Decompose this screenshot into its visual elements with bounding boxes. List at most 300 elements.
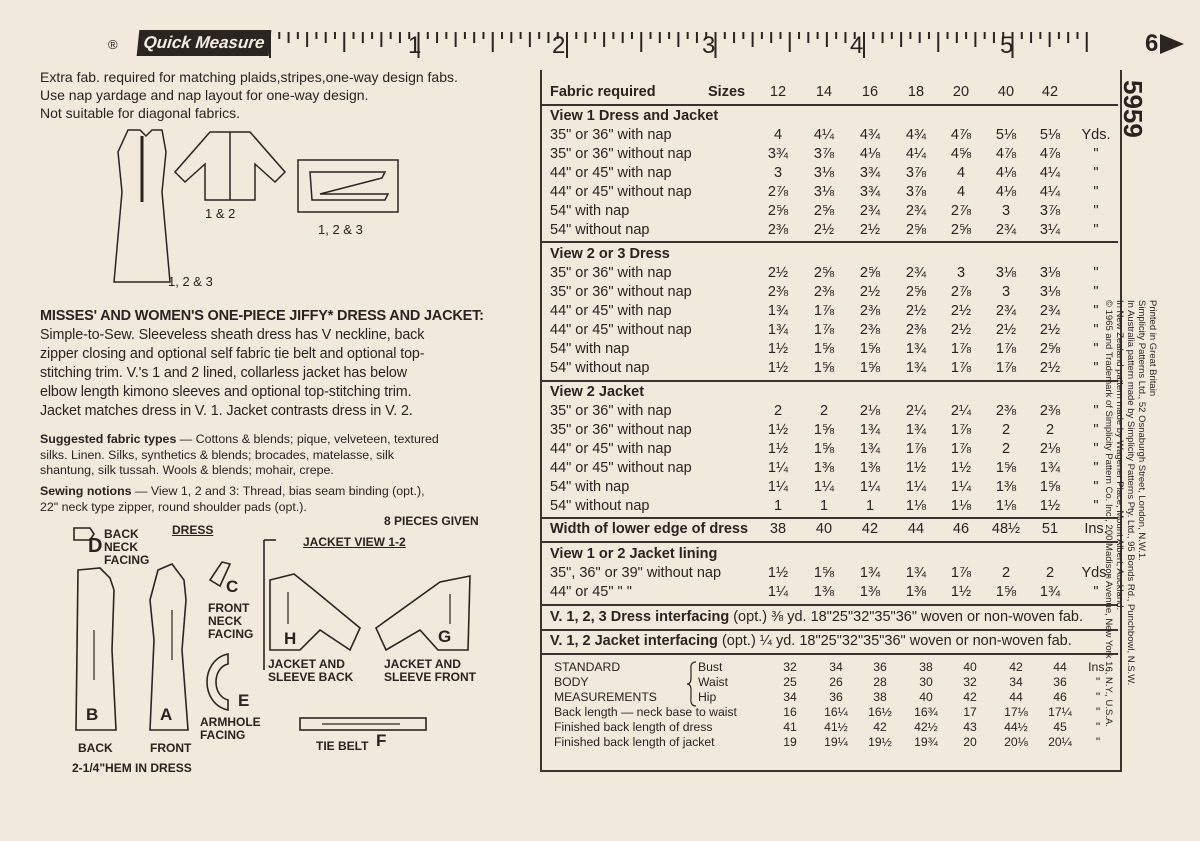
- cell-value: 1: [773, 498, 783, 514]
- cell-value: 1⅝: [813, 565, 835, 581]
- cell-value: 1¾: [1039, 460, 1061, 476]
- cell-value: 3⅛: [1039, 284, 1061, 300]
- cell-value: 4¼: [905, 146, 927, 162]
- cell-value: 2: [1001, 422, 1011, 438]
- cell-value: 1⅜: [905, 584, 927, 600]
- measurement-value: 30: [919, 675, 933, 689]
- unit-label: ": [1093, 441, 1099, 457]
- view-illustrations: [100, 122, 420, 302]
- cell-value: 2¼: [950, 403, 972, 419]
- cell-value: 4⅛: [995, 165, 1017, 181]
- cell-value: 1¾: [905, 341, 927, 357]
- cell-value: 2¾: [859, 203, 881, 219]
- measurement-label: Hip: [698, 690, 717, 704]
- unit-label: ": [1093, 479, 1099, 495]
- label-back-neck-facing: BACK NECK FACING: [104, 527, 150, 567]
- cell-value: 3: [956, 265, 966, 281]
- cell-value: 2⅞: [767, 184, 789, 200]
- cell-value: 1: [865, 498, 875, 514]
- unit-label: ": [1093, 422, 1099, 438]
- cell-value: 1½: [950, 584, 972, 600]
- cell-value: 2: [819, 403, 829, 419]
- measurement-value: 36: [829, 690, 843, 704]
- cell-value: 3⅞: [905, 165, 927, 181]
- measurement-value: 17⅛: [1004, 705, 1028, 719]
- cell-value: 1¾: [859, 441, 881, 457]
- cell-value: 2⅞: [950, 203, 972, 219]
- pattern-description: [40, 326, 510, 421]
- unit-label: Yds.: [1081, 565, 1111, 581]
- measurement-value: 43: [963, 720, 977, 734]
- measurement-label: Back length — neck base to waist: [554, 705, 737, 719]
- inch-6: 6: [1145, 30, 1159, 57]
- cell-value: 2⅝: [950, 222, 972, 238]
- cell-value: 3⅛: [813, 165, 835, 181]
- cell-value: 1¼: [859, 479, 881, 495]
- cell-value: 1¾: [859, 565, 881, 581]
- group-label-line: BODY: [554, 675, 589, 689]
- cell-value: 2⅛: [859, 403, 881, 419]
- description-line: Jacket matches dress in V. 1. Jacket contrasts dress in V. 2.: [40, 403, 413, 419]
- cell-value: 2½: [995, 322, 1017, 338]
- cell-value: 1¾: [905, 360, 927, 376]
- fabric-types: [40, 432, 510, 479]
- cell-value: 1¾: [767, 303, 789, 319]
- cell-value: 48½: [991, 521, 1021, 537]
- fabric-types-label: Suggested fabric types: [40, 432, 177, 446]
- fabric-required-label: Fabric required: [550, 84, 656, 100]
- piece-c-letter: C: [226, 577, 239, 596]
- row-label: 54" with nap: [550, 341, 630, 357]
- cell-value: 3⅛: [813, 184, 835, 200]
- cell-value: 2⅜: [767, 284, 789, 300]
- cell-value: 2⅝: [859, 265, 881, 281]
- unit-label: ": [1093, 460, 1099, 476]
- pattern-number: 5959: [1118, 80, 1148, 138]
- piece-g-shape: [376, 576, 470, 650]
- cell-value: 1¼: [767, 460, 789, 476]
- row-label: 44" or 45" without nap: [550, 460, 692, 476]
- cell-value: 1⅝: [813, 441, 835, 457]
- unit-label: ": [1093, 265, 1099, 281]
- measurement-value: 34: [783, 690, 797, 704]
- intro-line: Not suitable for diagonal fabrics.: [40, 105, 240, 121]
- cell-value: 2⅜: [859, 322, 881, 338]
- section-title: View 1 Dress and Jacket: [550, 108, 719, 124]
- unit-label: ": [1093, 360, 1099, 376]
- measurement-value: 36: [873, 660, 887, 674]
- unit-label: ": [1095, 735, 1101, 749]
- cell-value: 1⅞: [995, 360, 1017, 376]
- cell-value: 3: [1001, 284, 1011, 300]
- cell-value: 2: [1045, 565, 1055, 581]
- cell-value: 1⅛: [950, 498, 972, 514]
- cell-value: 2¼: [905, 403, 927, 419]
- piece-f-letter: F: [376, 731, 387, 750]
- cell-value: 3⅞: [1039, 203, 1061, 219]
- label-jacket-sleeve-front: JACKET AND SLEEVE FRONT: [384, 657, 477, 684]
- cell-value: 2⅝: [1039, 341, 1061, 357]
- sizes-label: Sizes: [708, 84, 746, 100]
- fabric-types-line: — Cottons & blends; pique, velveteen, textured: [176, 432, 439, 446]
- row-label: 35" or 36" without nap: [550, 422, 692, 438]
- measurement-value: 20¼: [1048, 735, 1072, 749]
- notions-line: — View 1, 2 and 3: Thread, bias seam binding (opt.),: [131, 484, 425, 498]
- cell-value: 1¾: [859, 422, 881, 438]
- dress-heading: DRESS: [172, 523, 214, 537]
- unit-label: ": [1095, 690, 1101, 704]
- label-front: FRONT: [150, 741, 192, 755]
- measurement-value: 19¼: [824, 735, 848, 749]
- row-label: 35" or 36" with nap: [550, 265, 672, 281]
- quick-measure-ruler: [0, 0, 1200, 62]
- description-line: stitching trim. V.'s 1 and 2 lined, collarless jacket has below: [40, 365, 408, 381]
- cell-value: 3⅛: [995, 265, 1017, 281]
- table-divider: [540, 241, 1118, 243]
- size-header: 12: [769, 84, 787, 100]
- cell-value: 1¾: [905, 565, 927, 581]
- cell-value: 4¼: [813, 127, 835, 143]
- cell-value: 1¼: [767, 479, 789, 495]
- row-label: 54" without nap: [550, 360, 650, 376]
- row-label: Width of lower edge of dress: [550, 521, 749, 537]
- size-header: 14: [815, 84, 833, 100]
- cell-value: 4: [956, 184, 966, 200]
- inch-1: 1: [408, 32, 422, 59]
- label-jacket-sleeve-back: JACKET AND SLEEVE BACK: [268, 657, 354, 684]
- measurement-value: 41: [783, 720, 797, 734]
- unit-label: ": [1093, 203, 1099, 219]
- cell-value: 4: [773, 127, 783, 143]
- measurements-group-label: [554, 660, 657, 705]
- size-header: 20: [952, 84, 970, 100]
- interfacing-row: [550, 633, 1072, 651]
- cell-value: 2⅞: [950, 284, 972, 300]
- size-header: 18: [907, 84, 925, 100]
- unit-label: ": [1093, 146, 1099, 162]
- size-header: 40: [997, 84, 1015, 100]
- unit-label: ": [1093, 584, 1099, 600]
- measurement-value: 19¾: [914, 735, 938, 749]
- cell-value: 2⅜: [813, 284, 835, 300]
- piece-h-letter: H: [284, 629, 297, 648]
- group-label-line: MEASUREMENTS: [554, 690, 657, 704]
- measurement-value: 41½: [824, 720, 848, 734]
- unit-label: ": [1093, 165, 1099, 181]
- cell-value: 2⅝: [813, 203, 835, 219]
- row-label: 35" or 36" without nap: [550, 284, 692, 300]
- cell-value: 1½: [767, 565, 789, 581]
- cell-value: 5⅛: [1039, 127, 1061, 143]
- interfacing-text: (opt.) ¼ yd. 18"25"32"35"36" woven or non-woven fab.: [717, 633, 1072, 649]
- measurement-value: 34: [1009, 675, 1023, 689]
- cell-value: 2: [1045, 422, 1055, 438]
- unit-label: ": [1093, 322, 1099, 338]
- intro-line: Extra fab. required for matching plaids,stripes,one-way design fabs.: [40, 69, 458, 85]
- cell-value: 4⅛: [859, 146, 881, 162]
- cell-value: 2: [773, 403, 783, 419]
- cell-value: 1⅞: [950, 565, 972, 581]
- group-label-line: STANDARD: [554, 660, 621, 674]
- cell-value: 1⅞: [905, 441, 927, 457]
- imprint-line: In New Zealand pattern made by Wagener Place, Mount Albert, Auckland.: [1114, 300, 1125, 611]
- cell-value: 2½: [767, 265, 789, 281]
- cell-value: 2½: [859, 284, 881, 300]
- cell-value: 1¾: [1039, 584, 1061, 600]
- fabric-types-line: silks. Linen. Silks, synthetics & blends; brocades, matelasse, silk: [40, 447, 394, 462]
- measurement-value: 46: [1053, 690, 1067, 704]
- unit-label: ": [1093, 403, 1099, 419]
- unit-label: ": [1093, 341, 1099, 357]
- measurement-value: 40: [919, 690, 933, 704]
- cell-value: 2½: [1039, 360, 1061, 376]
- row-label: 54" with nap: [550, 479, 630, 495]
- cell-value: 1⅞: [813, 303, 835, 319]
- cell-value: 2¾: [1039, 303, 1061, 319]
- cell-value: 3: [773, 165, 783, 181]
- pieces-given: 8 PIECES GIVEN: [384, 514, 479, 528]
- description-line: zipper closing and optional self fabric tie belt and optional top-: [40, 346, 425, 362]
- label-tie-belt: TIE BELT: [316, 739, 369, 753]
- row-label: 35" or 36" without nap: [550, 146, 692, 162]
- unit-label: Ins.: [1088, 660, 1108, 674]
- cell-value: 2⅜: [767, 222, 789, 238]
- measurement-label: Waist: [698, 675, 729, 689]
- size-header: 42: [1041, 84, 1059, 100]
- notions-line: 22" neck type zipper, round shoulder pads (opt.).: [40, 499, 307, 514]
- cell-value: 1⅞: [950, 360, 972, 376]
- section-title: View 1 or 2 Jacket lining: [550, 546, 718, 562]
- row-label: 44" or 45" with nap: [550, 303, 672, 319]
- measurement-value: 38: [919, 660, 933, 674]
- label-front-neck-facing: FRONT NECK FACING: [208, 601, 254, 641]
- cell-value: 2¾: [995, 303, 1017, 319]
- cell-value: 1⅝: [995, 460, 1017, 476]
- row-label: 54" without nap: [550, 222, 650, 238]
- label-armhole-facing: ARMHOLE FACING: [200, 715, 261, 742]
- table-divider: [540, 604, 1118, 606]
- cell-value: 1⅛: [905, 498, 927, 514]
- intro-line: Use nap yardage and nap layout for one-way design.: [40, 87, 369, 103]
- measurement-value: 40: [963, 660, 977, 674]
- cell-value: 2⅝: [905, 222, 927, 238]
- cell-value: 2¾: [905, 265, 927, 281]
- measurement-value: 42½: [914, 720, 938, 734]
- label-1-2-3-dress: 1, 2 & 3: [168, 274, 213, 289]
- cell-value: 3¼: [1039, 222, 1061, 238]
- cell-value: 1⅞: [813, 322, 835, 338]
- measurement-value: 42: [963, 690, 977, 704]
- description-line: Simple-to-Sew. Sleeveless sheath dress has V neckline, back: [40, 327, 425, 343]
- unit-label: ": [1093, 222, 1099, 238]
- cell-value: 4⅝: [950, 146, 972, 162]
- cell-value: 1⅞: [950, 341, 972, 357]
- cell-value: 1: [819, 498, 829, 514]
- cell-value: 2⅝: [813, 265, 835, 281]
- inch-5: 5: [1000, 32, 1014, 59]
- cell-value: 1⅞: [995, 341, 1017, 357]
- piece-g-letter: G: [438, 627, 452, 646]
- row-label: 35" or 36" with nap: [550, 403, 672, 419]
- cell-value: 1⅜: [813, 584, 835, 600]
- inch-4: 4: [850, 32, 864, 59]
- measurement-label: Finished back length of jacket: [554, 735, 715, 749]
- cell-value: 2½: [1039, 322, 1061, 338]
- table-divider: [540, 104, 1118, 106]
- label-1-2: 1 & 2: [205, 206, 236, 221]
- piece-e-letter: E: [238, 691, 250, 710]
- cell-value: 4¼: [1039, 165, 1061, 181]
- label-1-2-3-belt: 1, 2 & 3: [318, 222, 363, 237]
- row-label: 44" or 45" with nap: [550, 441, 672, 457]
- belt-sketch: [310, 172, 388, 200]
- measurement-value: 44: [1053, 660, 1067, 674]
- cell-value: 1½: [767, 422, 789, 438]
- cell-value: 40: [815, 521, 833, 537]
- notions-label: Sewing notions: [40, 484, 132, 498]
- unit-label: ": [1095, 720, 1101, 734]
- cell-value: 3⅛: [1039, 265, 1061, 281]
- table-divider: [540, 629, 1118, 631]
- cell-value: 1⅝: [995, 584, 1017, 600]
- cell-value: 1½: [767, 441, 789, 457]
- cell-value: 2¾: [995, 222, 1017, 238]
- measurement-value: 38: [873, 690, 887, 704]
- cell-value: 1⅜: [859, 460, 881, 476]
- cell-value: 1⅝: [859, 341, 881, 357]
- cell-value: 1⅛: [995, 498, 1017, 514]
- unit-label: ": [1095, 675, 1101, 689]
- cell-value: 1¾: [905, 422, 927, 438]
- cell-value: 4⅞: [950, 127, 972, 143]
- cell-value: 2½: [813, 222, 835, 238]
- interfacing-text: (opt.) ⅜ yd. 18"25"32"35"36" woven or non-woven fab.: [729, 609, 1084, 625]
- measurement-value: 45: [1053, 720, 1067, 734]
- brace-icon: [686, 660, 698, 708]
- measurement-value: 28: [873, 675, 887, 689]
- cell-value: 2⅜: [859, 303, 881, 319]
- sewing-notions: [40, 484, 510, 515]
- cell-value: 1⅜: [995, 479, 1017, 495]
- cell-value: 4⅛: [995, 184, 1017, 200]
- row-label: 35" or 36" with nap: [550, 127, 672, 143]
- row-label: 44" or 45" " ": [550, 584, 632, 600]
- cell-value: 2⅝: [767, 203, 789, 219]
- cell-value: 2⅛: [1039, 441, 1061, 457]
- measurement-value: 16¼: [824, 705, 848, 719]
- cell-value: 51: [1041, 521, 1059, 537]
- unit-label: Yds.: [1081, 127, 1111, 143]
- ruler-arrow-icon: [1160, 30, 1200, 60]
- measurement-value: 36: [1053, 675, 1067, 689]
- measurement-value: 26: [829, 675, 843, 689]
- interfacing-label: V. 1, 2 Jacket interfacing: [550, 633, 718, 649]
- table-divider: [540, 653, 1118, 655]
- cell-value: 2⅜: [1039, 403, 1061, 419]
- cell-value: 3: [1001, 203, 1011, 219]
- row-label: 44" or 45" without nap: [550, 322, 692, 338]
- measurement-value: 17¼: [1048, 705, 1072, 719]
- imprint-line: Simplicity Patterns Ltd., 52 Osnaburgh Street, London, N.W.1.: [1136, 300, 1147, 561]
- cell-value: 4¼: [1039, 184, 1061, 200]
- cell-value: 1⅝: [813, 360, 835, 376]
- unit-label: ": [1093, 498, 1099, 514]
- measurement-value: 32: [783, 660, 797, 674]
- measurement-value: 16½: [868, 705, 892, 719]
- cell-value: 1⅝: [859, 360, 881, 376]
- table-divider: [540, 517, 1118, 519]
- cell-value: 3¾: [859, 165, 881, 181]
- section-title: View 2 or 3 Dress: [550, 246, 670, 262]
- cell-value: 1¼: [905, 479, 927, 495]
- measurement-value: 42: [1009, 660, 1023, 674]
- interfacing-label: V. 1, 2, 3 Dress interfacing: [550, 609, 730, 625]
- size-header: 16: [861, 84, 879, 100]
- cell-value: 3⅞: [813, 146, 835, 162]
- cell-value: 2⅜: [995, 403, 1017, 419]
- piece-b-letter: B: [86, 705, 99, 724]
- cell-value: 1⅝: [813, 422, 835, 438]
- measurement-label: Finished back length of dress: [554, 720, 713, 734]
- cell-value: 3¾: [767, 146, 789, 162]
- cell-value: 2: [1001, 441, 1011, 457]
- imprint-line: Printed in Great Britain: [1147, 300, 1158, 397]
- measurement-label: Bust: [698, 660, 723, 674]
- cell-value: 4: [956, 165, 966, 181]
- measurement-value: 16¾: [914, 705, 938, 719]
- imprint-line: In Australia pattern made by Simplicity Patterns Pty. Ltd., 95 Bonds Rd., Punchbowl, N.S.W.: [1125, 300, 1136, 686]
- measurement-value: 32: [963, 675, 977, 689]
- fabric-types-line: shantung, silk tussah. Wools & blends; mohair, crepe.: [40, 463, 334, 477]
- description-line: elbow length kimono sleeves and optional top-stitching trim.: [40, 384, 412, 400]
- cell-value: 3⅞: [905, 184, 927, 200]
- cell-value: 1¾: [767, 322, 789, 338]
- cell-value: 42: [861, 521, 879, 537]
- cell-value: 1½: [1039, 498, 1061, 514]
- hem-note: 2-1/4"HEM IN DRESS: [72, 761, 192, 775]
- unit-label: ": [1093, 284, 1099, 300]
- cell-value: 4¾: [905, 127, 927, 143]
- quick-measure-label: Quick Measure: [137, 30, 272, 56]
- cell-value: 1¼: [813, 479, 835, 495]
- registered-mark: ®: [108, 37, 118, 52]
- measurement-value: 44½: [1004, 720, 1028, 734]
- cell-value: 3¾: [859, 184, 881, 200]
- inch-3: 3: [702, 32, 716, 59]
- section-title: View 2 Jacket: [550, 384, 645, 400]
- cell-value: 1¼: [767, 584, 789, 600]
- cell-value: 4⅞: [1039, 146, 1061, 162]
- cell-value: 2½: [859, 222, 881, 238]
- cell-value: 1⅝: [1039, 479, 1061, 495]
- piece-d-letter: D: [88, 535, 103, 557]
- cell-value: 2½: [950, 322, 972, 338]
- table-divider: [540, 380, 1118, 382]
- cell-value: 2½: [905, 303, 927, 319]
- cell-value: 1⅜: [813, 460, 835, 476]
- cell-value: 1½: [767, 360, 789, 376]
- unit-label: ": [1093, 303, 1099, 319]
- cell-value: 46: [952, 521, 970, 537]
- row-label: 44" or 45" with nap: [550, 165, 672, 181]
- measurement-value: 44: [1009, 690, 1023, 704]
- cell-value: 44: [907, 521, 925, 537]
- cell-value: 2⅝: [905, 284, 927, 300]
- measurement-value: 19: [783, 735, 797, 749]
- pattern-title: MISSES' AND WOMEN'S ONE-PIECE JIFFY* DRESS AND JACKET:: [40, 308, 484, 324]
- cell-value: 2: [1001, 565, 1011, 581]
- measurement-value: 19½: [868, 735, 892, 749]
